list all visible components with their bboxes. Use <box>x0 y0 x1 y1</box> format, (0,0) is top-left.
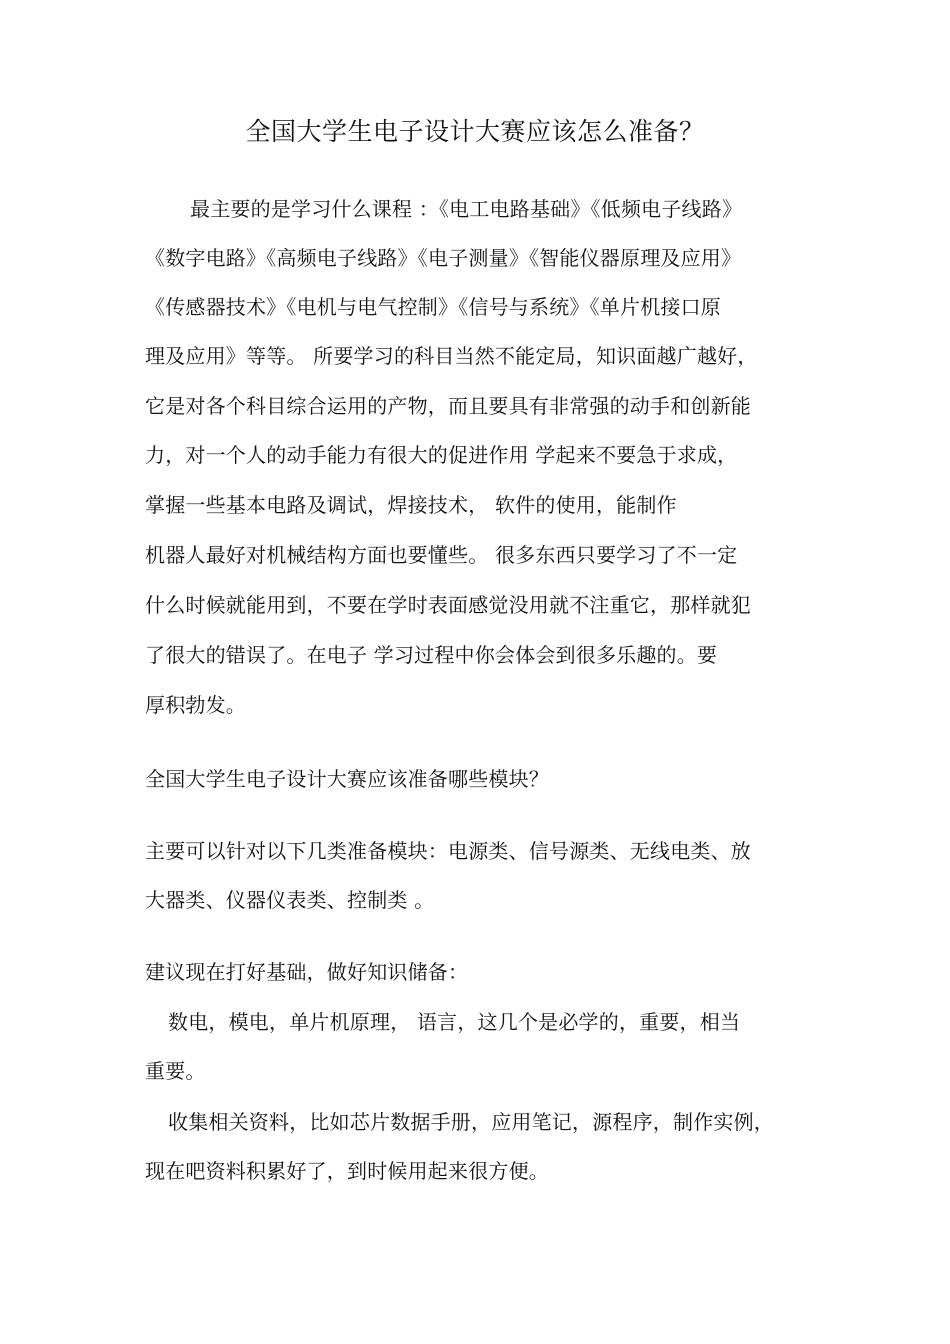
section-heading-modules: 全国大学生电子设计大赛应该准备哪些模块？ <box>145 767 549 791</box>
paragraph4-line-2: 重要。 <box>145 1059 206 1083</box>
document-title: 全国大学生电子设计大赛应该怎么准备？ <box>245 117 705 146</box>
paragraph1-line-8: 机器人最好对机械结构方面也要懂些。 很多东西只要学习了不一定 <box>145 543 738 567</box>
paragraph3-heading: 建议现在打好基础，做好知识储备： <box>145 960 469 984</box>
paragraph4-line-1: 数电，模电，单片机原理， 语言，这几个是必学的，重要，相当 <box>168 1010 741 1034</box>
paragraph1-line-6: 力，对一个人的动手能力有很大的促进作用 学起来不要急于求成， <box>145 443 738 467</box>
paragraph2-line-2: 大器类、仪器仪表类、控制类 。 <box>145 888 435 912</box>
paragraph1-line-7: 掌握一些基本电路及调试，焊接技术， 软件的使用，能制作 <box>145 493 677 517</box>
paragraph5-line-1: 收集相关资料，比如芯片数据手册，应用笔记，源程序，制作实例， <box>168 1110 774 1134</box>
paragraph1-line-10: 了很大的错误了。在电子 学习过程中你会体会到很多乐趣的。要 <box>145 643 718 667</box>
paragraph1-line-11: 厚积勃发。 <box>145 693 246 717</box>
paragraph1-line-3: 《传感器技术》《电机与电气控制》《信号与系统》《单片机接口原 <box>145 295 721 319</box>
paragraph1-line-5: 它是对各个科目综合运用的产物，而且要具有非常强的动手和创新能 <box>145 394 751 418</box>
paragraph1-line-1: 最主要的是学习什么课程 ：《电工电路基础》《低频电子线路》 <box>190 197 743 221</box>
paragraph1-line-4: 理及应用》等等。 所要学习的科目当然不能定局，知识面越广越好， <box>145 344 758 368</box>
paragraph1-line-9: 什么时候就能用到，不要在学时表面感觉没用就不注重它，那样就犯 <box>145 593 751 617</box>
paragraph1-line-2: 《数字电路》《高频电子线路》《电子测量》《智能仪器原理及应用》 <box>145 246 742 270</box>
paragraph2-line-1: 主要可以针对以下几类准备模块：电源类、信号源类、无线电类、放 <box>145 839 751 863</box>
paragraph5-line-2: 现在吧资料积累好了，到时候用起来很方便。 <box>145 1159 549 1183</box>
